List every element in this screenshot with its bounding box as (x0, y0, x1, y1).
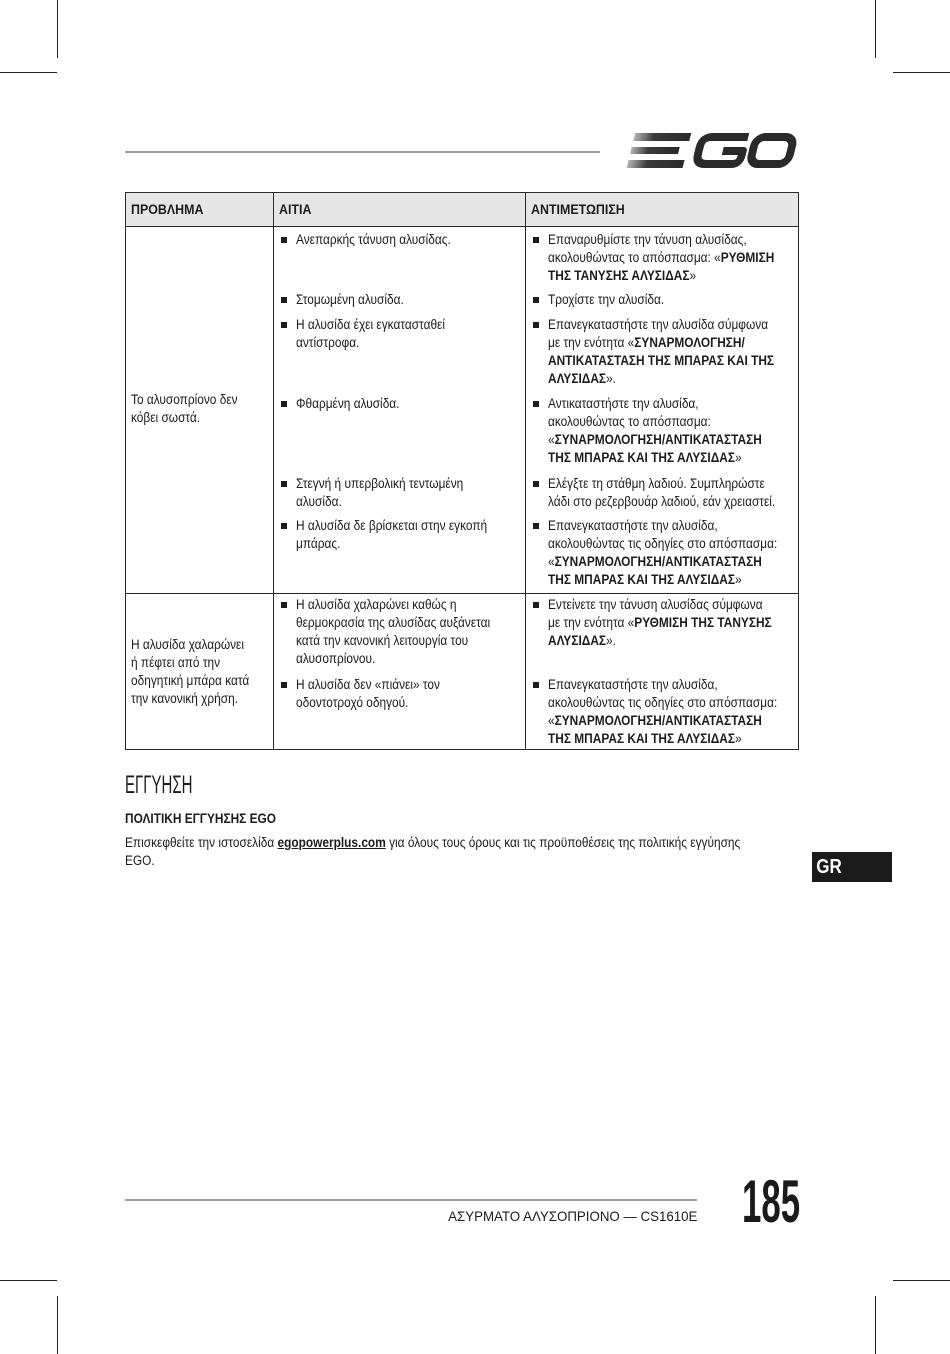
cause-text: Στομωμένη αλυσίδα. (296, 292, 404, 307)
bullet-icon (281, 237, 287, 243)
bullet-icon (281, 682, 287, 688)
crop-mark-top-left-horizontal (0, 72, 57, 73)
header-cause: ΑΙΤΙΑ (279, 202, 312, 217)
crop-mark-bottom-right-horizontal (893, 1280, 950, 1281)
bullet-icon (281, 297, 287, 303)
solution-text-part: » (734, 731, 742, 746)
column-divider (273, 193, 274, 749)
cause-text: Στεγνή ή υπερβολική τεντωμένη αλυσίδα. (296, 476, 464, 509)
bullet-icon (533, 322, 539, 328)
crop-mark-bottom-right-vertical (875, 1296, 876, 1354)
warranty-text-part: Επισκεφθείτε την ιστοσελίδα (125, 835, 278, 850)
solution-section-reference: ΡΥΘΜΙΣΗ ΤΗΣ ΤΑΝΥΣΗΣ ΑΛΥΣΙΔΑΣ (548, 615, 772, 648)
language-tab-label: GR (816, 856, 842, 878)
solution-section-reference: ΣΥΝΑΡΜΟΛΟΓΗΣΗ/ΑΝΤΙΚΑΤΑΣΤΑΣΗ ΤΗΣ ΜΠΑΡΑΣ ΚΑΙ ΤΗΣ ΑΛΥΣΙΔΑΣ (548, 554, 762, 587)
bullet-icon (533, 481, 539, 487)
solution-text-part: Επανεγκαταστήστε την αλυσίδα, ακολουθώντας τις οδηγίες στο απόσπασμα: « (548, 677, 778, 728)
warranty-subheading: ΠΟΛΙΤΙΚΗ ΕΓΓΥΗΣΗΣ EGO (125, 811, 277, 826)
row-divider (126, 593, 798, 594)
solution-text-part: ». (606, 371, 616, 386)
column-divider (525, 193, 526, 749)
crop-mark-bottom-left-horizontal (0, 1280, 57, 1281)
bullet-icon (533, 401, 539, 407)
cause-text: Η αλυσίδα έχει εγκατασταθεί αντίστροφα. (296, 317, 445, 350)
bullet-icon (281, 602, 287, 608)
solution-section-reference: ΣΥΝΑΡΜΟΛΟΓΗΣΗ/ΑΝΤΙΚΑΤΑΣΤΑΣΗ ΤΗΣ ΜΠΑΡΑΣ ΚΑΙ ΤΗΣ ΑΛΥΣΙΔΑΣ (548, 713, 762, 746)
solution-text (548, 676, 777, 748)
warranty-link[interactable]: egopowerplus.com (277, 835, 386, 850)
problem-text: Το αλυσοπρίονο δεν κόβει σωστά. (131, 392, 238, 425)
warranty-paragraph (125, 834, 740, 870)
crop-mark-top-right-horizontal (893, 72, 950, 73)
bullet-icon (281, 481, 287, 487)
solution-section-reference: ΡΥΘΜΙΣΗ ΤΗΣ ΤΑΝΥΣΗΣ ΑΛΥΣΙΔΑΣ (548, 250, 775, 283)
cause-text: Η αλυσίδα χαλαρώνει καθώς η θερμοκρασία της αλυσίδας αυξάνεται κατά την κανονική λειτουργία του αλυσοπρίονου. (296, 597, 491, 666)
solution-text-part: » (734, 572, 742, 587)
cause-text: Η αλυσίδα δεν «πιάνει» τον οδοντοτροχό οδηγού. (296, 677, 440, 710)
header-problem: ΠΡΟΒΛΗΜΑ (131, 202, 204, 217)
bullet-icon (281, 523, 287, 529)
solution-section-reference: ΣΥΝΑΡΜΟΛΟΓΗΣΗ/ΑΝΤΙΚΑΤΑΣΤΑΣΗ ΤΗΣ ΜΠΑΡΑΣ ΚΑΙ ΤΗΣ ΑΛΥΣΙΔΑΣ (548, 432, 762, 465)
solution-text-part: Τροχίστε την αλυσίδα. (548, 292, 665, 307)
footer-rule (125, 1199, 697, 1201)
solution-text-part: » (734, 450, 742, 465)
crop-mark-top-right-vertical (875, 0, 876, 58)
problem-text: Η αλυσίδα χαλαρώνει ή πέφτει από την οδηγητική μπάρα κατά την κανονική χρήση. (131, 637, 250, 706)
bullet-icon (281, 322, 287, 328)
solution-text (548, 517, 777, 589)
footer-title: ΑΣΥΡΜΑΤΟ ΑΛΥΣΟΠΡΙΟΝΟ — CS1610E (447, 1208, 697, 1224)
page-number: 185 (742, 1168, 801, 1235)
header-rule (125, 151, 600, 153)
warranty-heading: ΕΓΓΥΗΣΗ (125, 771, 193, 799)
solution-text (548, 231, 774, 285)
solution-text-part: Ελέγξτε τη στάθμη λαδιού. Συμπληρώστε λάδι στο ρεζερβουάρ λαδιού, εάν χρειαστεί. (548, 476, 776, 509)
bullet-icon (533, 682, 539, 688)
solution-text-part: Επανεγκαταστήστε την αλυσίδα, ακολουθώντας τις οδηγίες στο απόσπασμα: « (548, 518, 778, 569)
crop-mark-top-left-vertical (57, 0, 58, 58)
solution-text-part: Επανεγκαταστήστε την αλυσίδα σύμφωνα με την ενότητα « (548, 317, 769, 350)
troubleshooting-table (125, 192, 799, 750)
solution-text-part: Εντείνετε την τάνυση αλυσίδας σύμφωνα με την ενότητα « (548, 597, 763, 630)
cause-text: Φθαρμένη αλυσίδα. (296, 396, 400, 411)
solution-text (548, 395, 762, 467)
solution-text-part: » (689, 268, 697, 283)
header-solution: ΑΝΤΙΜΕΤΩΠΙΣΗ (531, 202, 625, 217)
cause-text: Ανεπαρκής τάνυση αλυσίδας. (296, 232, 451, 247)
cause-text: Η αλυσίδα δε βρίσκεται στην εγκοπή μπάρας. (296, 518, 488, 551)
ego-logo (616, 130, 800, 172)
solution-text (548, 475, 775, 511)
bullet-icon (533, 523, 539, 529)
crop-mark-bottom-left-vertical (57, 1296, 58, 1354)
warranty-text-part: για όλους τους όρους και τις προϋποθέσεις της πολιτικής εγγύησης EGO. (125, 835, 741, 868)
solution-section-reference: ΣΥΝΑΡΜΟΛΟΓΗΣΗ/ ΑΝΤΙΚΑΤΑΣΤΑΣΗ ΤΗΣ ΜΠΑΡΑΣ ΚΑΙ ΤΗΣ ΑΛΥΣΙΔΑΣ (548, 335, 775, 386)
solution-text-part: ». (606, 633, 616, 648)
bullet-icon (533, 237, 539, 243)
solution-text-part: Αντικαταστήστε την αλυσίδα, ακολουθώντας το απόσπασμα: « (548, 396, 711, 447)
solution-text (548, 316, 774, 388)
solution-text-part: Επαναρυθμίστε την τάνυση αλυσίδας, ακολουθώντας το απόσπασμα: « (548, 232, 747, 265)
bullet-icon (533, 602, 539, 608)
bullet-icon (533, 297, 539, 303)
solution-text (548, 291, 664, 309)
solution-text (548, 596, 772, 650)
language-tab (812, 852, 892, 882)
bullet-icon (281, 401, 287, 407)
table-header-row (126, 193, 798, 227)
